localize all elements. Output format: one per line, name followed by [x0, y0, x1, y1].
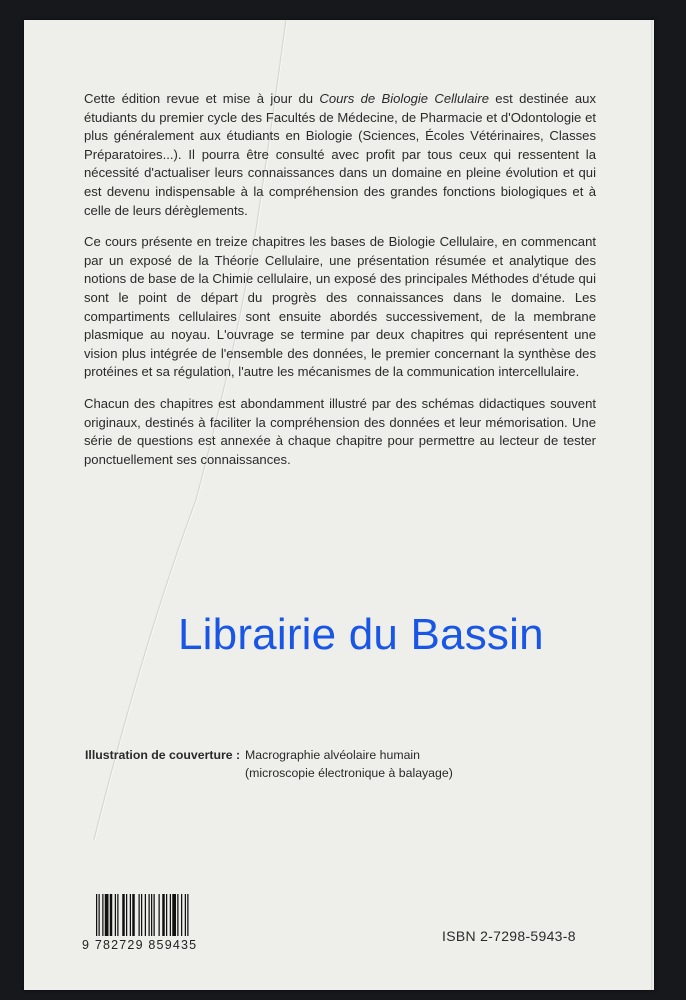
barcode-bar [172, 894, 176, 936]
barcode-bar [187, 894, 188, 936]
blurb-paragraph-3: Chacun des chapitres est abondamment illustré par des schémas didactiques souvent originaux, destinés à faciliter la compréhension des données et leur mémorisation. Une série de questions est annexée à chaque chapitre pour permettre au lecteur de tester ponctuellement ses connaissances. [84, 395, 596, 467]
book-back-cover [24, 20, 654, 990]
isbn-number: ISBN 2-7298-5943-8 [442, 928, 576, 944]
barcode-bar [162, 894, 165, 936]
blurb-text [84, 90, 596, 482]
barcode-bar [105, 894, 109, 936]
barcode-bar [132, 894, 135, 936]
barcode-bar [170, 894, 171, 936]
blurb-paragraph-2: Ce cours présente en treize chapitres les bases de Biologie Cellulaire, en commencant par un exposé de la Théorie Cellulaire, une présentation résumée et analytique des notions de base de la Chimie cellulaire, un exposé des principales Méthodes d'étude qui sont le point de départ du progrès des connaissances dans le domaine. Les compartiments cellulaires sont ensuite abordés successivement, de la membrane plasmique au noyau. L'ouvrage se termine par deux chapitres qui représentent une vision plus intégrée de l'ensemble des données, le premier concernant la synthèse des protéines et sa régulation, l'autre les mécanismes de la communication intercellulaire. [84, 234, 596, 380]
caption-label: Illustration de couverture : [85, 748, 241, 762]
barcode-bar [126, 894, 127, 936]
barcode-bar [96, 894, 97, 936]
barcode-bar [166, 894, 167, 936]
barcode-digits: 9 782729 859435 [82, 938, 198, 952]
barcode [82, 894, 232, 956]
barcode-bar [181, 894, 182, 936]
caption-line-2: (microscopie électronique à balayage) [245, 766, 453, 780]
barcode-bar [141, 894, 142, 936]
caption-line-1: Macrographie alvéolaire humain [245, 748, 420, 762]
barcode-bar [154, 894, 155, 936]
barcode-bar [159, 894, 160, 936]
barcode-bar [99, 894, 100, 936]
barcode-bar [177, 894, 178, 936]
barcode-bar [130, 894, 131, 936]
book-title: Cours de Biologie Cellulaire [319, 91, 489, 106]
barcode-bar [102, 894, 103, 936]
barcode-bar [149, 894, 150, 936]
barcode-bar [122, 894, 125, 936]
barcode-bar [185, 894, 186, 936]
barcode-bar [117, 894, 118, 936]
barcode-bars [96, 894, 224, 936]
barcode-bar [115, 894, 116, 936]
barcode-bar [110, 894, 113, 936]
barcode-bar [145, 894, 146, 936]
bookseller-watermark: Librairie du Bassin [178, 610, 544, 659]
barcode-bar [139, 894, 140, 936]
cover-illustration-caption [85, 746, 453, 782]
barcode-bar [151, 894, 152, 936]
blurb-paragraph-1: Cette édition revue et mise à jour du Cours de Biologie Cellulaire est destinée aux étudiants du premier cycle des Facultés de Médecine, de Pharmacie et d'Odontologie et plus généralement aux étudiants en Biologie (Sciences, Écoles Vétérinaires, Classes Préparatoires...). Il pourra être consulté avec profit par tous ceux qui ressentent la nécessité d'actualiser leurs connaissances dans un domaine en pleine évolution et qui est devenu indispensable à la compréhension des grandes fonctions biologiques et à celle de leurs dérèglements. [84, 91, 597, 218]
